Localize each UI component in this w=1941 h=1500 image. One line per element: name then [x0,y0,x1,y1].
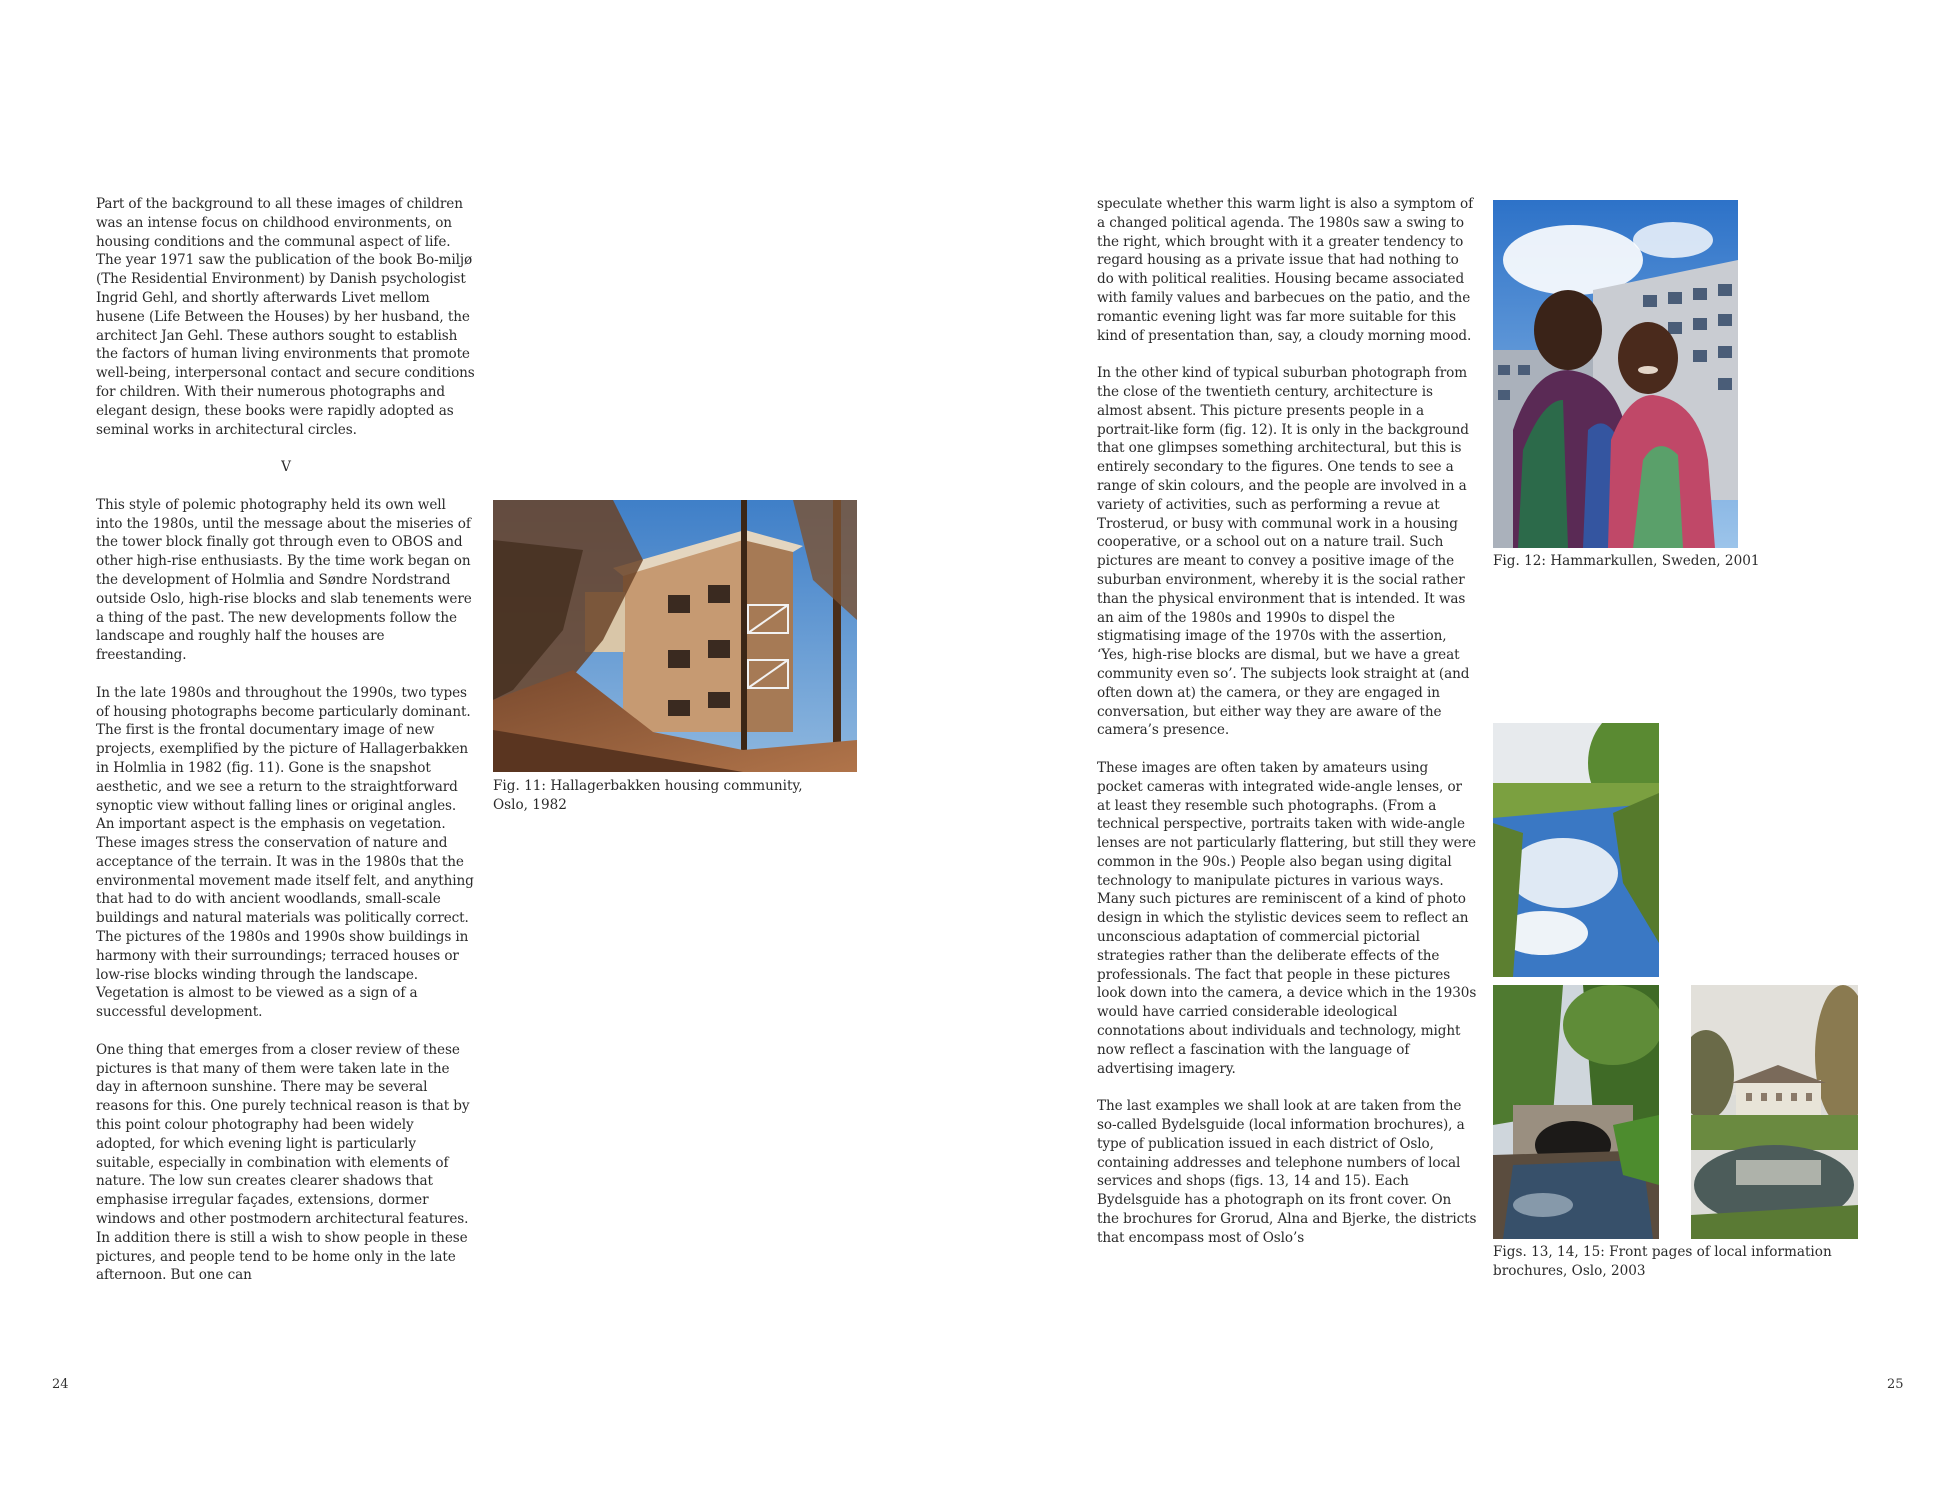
right-paragraph-2: In the other kind of typical suburban photograph from the close of the twentieth century, architecture is almost absent. This picture presents people in a portrait-like form (fig. 12). It is only in the background that one glimpses something architectural, but this is entirely secondary to the figures. One tends to see a range of skin colours, and the people are involved in a variety of activities, such as performing a revue at Trosterud, or busy with communal work in a housing cooperative, or a school out on a nature trail. Such pictures are meant to convey a positive image of the suburban environment, whereby it is the social rather than the physical environment that is intended. It was an aim of the 1980s and 1990s to dispel the stigmatising image of the 1970s with the assertion, ‘Yes, high-rise blocks are dismal, but we have a great community even so’. The subjects look straight at (and often down at) the camera, or they are engaged in conversation, but either way they are aware of the camera’s presence. [1097,365,1470,739]
left-text-column [96,195,476,1285]
figs13-15-caption [1493,1243,1853,1281]
right-paragraph-1: speculate whether this warm light is also a symptom of a changed political agenda. The 1980s saw a swing to the right, which brought with it a greater tendency to regard housing as a private issue that had nothing to do with political realities. Housing became associated with family values and barbecues on the patio, and the romantic evening light was far more suitable for this kind of presentation than, say, a cloudy morning mood. [1097,196,1474,344]
right-text-column [1097,195,1477,1248]
fig14-photo [1493,985,1659,1239]
left-paragraph-3: In the late 1980s and throughout the 1990s, two types of housing photographs become particularly dominant. The first is the frontal documentary image of new projects, exemplified by the picture of Hallagerbakken in Holmlia in 1982 (fig. 11). Gone is the snapshot aesthetic, and we see a return to the straightforward synoptic view without falling lines or original angles. An important aspect is the emphasis on vegetation. These images stress the conservation of nature and acceptance of the terrain. It was in the 1980s that the environmental movement made itself felt, and anything that had to do with ancient woodlands, small-scale buildings and natural materials was politically correct. The pictures of the 1980s and 1990s show buildings in harmony with their surroundings; terraced houses or low-rise blocks winding through the landscape. Vegetation is almost to be viewed as a sign of a successful development. [96,684,474,1021]
fig15-photo [1691,985,1858,1239]
fig12-caption: Fig. 12: Hammarkullen, Sweden, 2001 [1493,553,1760,569]
figs13-15-caption-line2: brochures, Oslo, 2003 [1493,1262,1646,1279]
fig11-caption: Fig. 11: Hallagerbakken housing community, Oslo, 1982 [493,778,803,813]
fig11-photo [493,500,857,772]
section-heading: V [281,459,291,476]
fig12-photo [1493,200,1738,548]
left-paragraph-4: One thing that emerges from a closer review of these pictures is that many of them were taken late in the day in afternoon sunshine. There may be several reasons for this. One purely technical reason is that by this point colour photography had been widely adopted, for which evening light is particularly suitable, especially in combination with elements of nature. The low sun creates clearer shadows that emphasise irregular façades, extensions, dormer windows and other postmodern architectural features. In addition there is still a wish to show people in these pictures, and people tend to be home only in the late afternoon. But one can [96,1041,470,1284]
right-paragraph-4: The last examples we shall look at are taken from the so-called Bydelsguide (local information brochures), a type of publication issued in each district of Oslo, containing addresses and telephone numbers of local services and shops (figs. 13, 14 and 15). Each Bydelsguide has a photograph on its front cover. On the brochures for Grorud, Alna and Bjerke, the districts that encompass most of Oslo’s [1097,1098,1477,1246]
fig13-photo [1493,723,1659,977]
figs13-15-caption-line1: Figs. 13, 14, 15: Front pages of local information [1493,1244,1832,1260]
right-paragraph-3: These images are often taken by amateurs using pocket cameras with integrated wide-angle lenses, or at least they resemble such photographs. (From a technical perspective, portraits taken with wide-angle lenses are not particularly flattering, but still they were common in the 90s.) People also began using digital technology to manipulate pictures in various ways. Many such pictures are reminiscent of a kind of photo design in which the stylistic devices seem to reflect an unconscious adaptation of commercial pictorial strategies rather than the deliberate effects of the professionals. The fact that people in these pictures look down into the camera, a device which in the 1930s would have carried considerable ideological connotations about individuals and technology, might now reflect a fascination with the language of advertising imagery. [1097,759,1477,1077]
left-paragraph-2: This style of polemic photography held its own well into the 1980s, until the message about the miseries of the tower block finally got through even to OBOS and other high-rise enthusiasts. By the time work began on the development of Holmlia and Søndre Nordstrand outside Oslo, high-rise blocks and slab tenements were a thing of the past. The new developments follow the landscape and roughly half the houses are freestanding. [96,496,472,664]
left-paragraph-1: Part of the background to all these images of children was an intense focus on childhood environments, on housing conditions and the communal aspect of life. The year 1971 saw the publication of the book Bo-miljø (The Residential Environment) by Danish psychologist Ingrid Gehl, and shortly afterwards Livet mellom husene (Life Between the Houses) by her husband, the architect Jan Gehl. These authors sought to establish the factors of human living environments that promote well-being, interpersonal contact and secure conditions for children. With their numerous photographs and elegant design, these books were rapidly adopted as seminal works in architectural circles. [96,196,475,438]
page-number-right: 25 [1887,1377,1904,1392]
page-number-left: 24 [52,1377,69,1392]
